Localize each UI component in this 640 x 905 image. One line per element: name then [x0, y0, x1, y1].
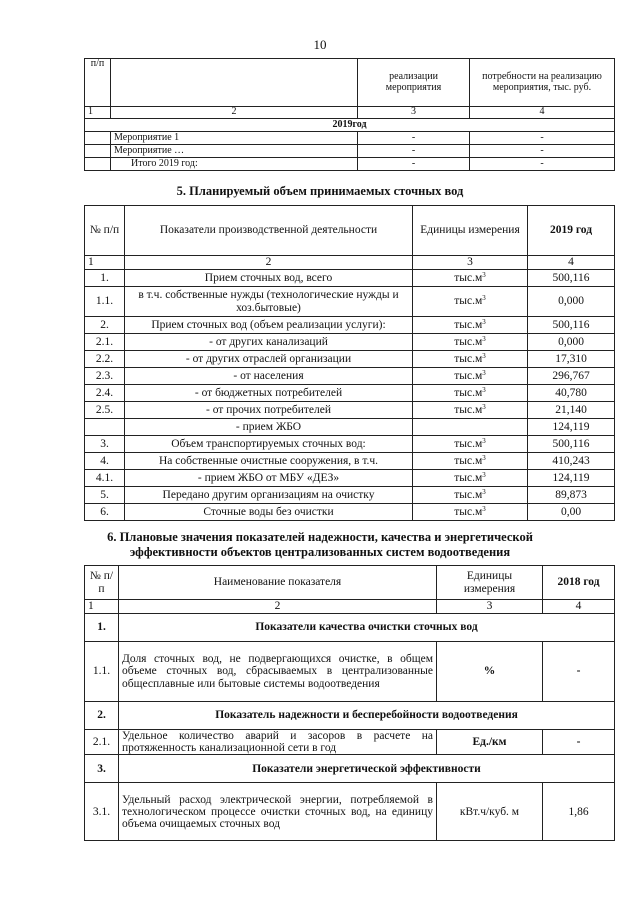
num-cell [85, 132, 111, 145]
table-row [85, 504, 615, 521]
row-num: 5. [85, 487, 125, 504]
measure-c3: - [358, 145, 470, 158]
row-num: 2.4. [85, 385, 125, 402]
header-num: № п/п [85, 566, 119, 600]
row-value: 124,119 [528, 470, 615, 487]
row-num [85, 419, 125, 436]
header-col3: реализации мероприятия [358, 59, 470, 107]
row-value: 40,780 [528, 385, 615, 402]
section5-title: 5. Планируемый объем принимаемых сточных вод [176, 184, 464, 198]
row-indicator: Прием сточных вод (объем реализации услуги): [125, 317, 413, 334]
row-indicator: Удельное количество аварий и засоров в расчете на протяженность канализационной сети в год [119, 730, 437, 755]
unit-text: тыс.м [454, 505, 483, 518]
row-num: 2.5. [85, 402, 125, 419]
measures-table [84, 58, 615, 171]
row-unit: кВт.ч/куб. м [437, 783, 543, 841]
table-row [85, 436, 615, 453]
header-year: 2018 год [543, 566, 615, 600]
row-unit [413, 317, 528, 334]
measure-c3: - [358, 132, 470, 145]
row-indicator: - от других отраслей организации [125, 351, 413, 368]
row-unit [413, 351, 528, 368]
row-unit [413, 368, 528, 385]
section6-rows [85, 614, 615, 841]
index-cell: 4 [543, 600, 615, 614]
row-unit [413, 470, 528, 487]
row-unit: % [437, 642, 543, 702]
num-cell [85, 158, 111, 171]
header-num: п/п [85, 59, 111, 107]
unit-text: тыс.м [454, 271, 483, 284]
row-unit [413, 402, 528, 419]
row-unit [413, 270, 528, 287]
header-col4: потребности на реализацию мероприятия, тыс. руб. [470, 59, 615, 107]
unit-superscript: 3 [482, 436, 486, 445]
measure-c4: - [470, 145, 615, 158]
row-num: 2.1. [85, 730, 119, 755]
wastewater-volume-table [84, 205, 615, 521]
row-num: 2.1. [85, 334, 125, 351]
table-row [85, 385, 615, 402]
unit-text: тыс.м [454, 403, 483, 416]
year-label: 2019год [85, 119, 615, 132]
row-indicator: Доля сточных вод, не подвергающихся очистке, в общем объеме сточных вод, сбрасываемых в централизованные общесплавные или бытовые системы водоотведения [119, 642, 437, 702]
group-title: Показатели качества очистки сточных вод [119, 614, 615, 642]
table-row [85, 158, 615, 171]
unit-text: тыс.м [454, 386, 483, 399]
group-num: 3. [85, 755, 119, 783]
table-row [85, 402, 615, 419]
row-value: - [543, 642, 615, 702]
index-cell: 1 [85, 600, 119, 614]
unit-superscript: 3 [482, 334, 486, 343]
row-unit [413, 419, 528, 436]
row-indicator: - от населения [125, 368, 413, 385]
unit-superscript: 3 [482, 351, 486, 360]
unit-text: тыс.м [454, 352, 483, 365]
row-unit: Ед./км [437, 730, 543, 755]
row-value: - [543, 730, 615, 755]
table-row [85, 642, 615, 702]
row-indicator: - прием ЖБО [125, 419, 413, 436]
row-unit [413, 487, 528, 504]
unit-superscript: 3 [482, 453, 486, 462]
measure-c4: - [470, 132, 615, 145]
unit-superscript: 3 [482, 368, 486, 377]
row-indicator: Сточные воды без очистки [125, 504, 413, 521]
table-row [85, 132, 615, 145]
row-value: 0,000 [528, 287, 615, 317]
row-num: 6. [85, 504, 125, 521]
index-cell: 2 [125, 256, 413, 270]
table-row [85, 145, 615, 158]
header-unit: Единицы измерения [413, 206, 528, 256]
row-num: 1. [85, 270, 125, 287]
row-num: 4.1. [85, 470, 125, 487]
row-value: 0,00 [528, 504, 615, 521]
row-value: 124,119 [528, 419, 615, 436]
index-cell: 4 [470, 107, 615, 119]
group-row [85, 702, 615, 730]
unit-text: тыс.м [454, 369, 483, 382]
index-cell: 1 [85, 107, 111, 119]
row-unit [413, 334, 528, 351]
table-row [85, 368, 615, 385]
index-cell: 4 [528, 256, 615, 270]
unit-text: тыс.м [454, 471, 483, 484]
header-indicator: Наименование показателя [119, 566, 437, 600]
row-value: 1,86 [543, 783, 615, 841]
num-cell [85, 145, 111, 158]
row-num: 2. [85, 317, 125, 334]
table-row [85, 470, 615, 487]
row-indicator: На собственные очистные сооружения, в т.ч. [125, 453, 413, 470]
group-row [85, 614, 615, 642]
header-blank [111, 59, 358, 107]
measure-name: Итого 2019 год: [111, 158, 358, 171]
row-value: 89,873 [528, 487, 615, 504]
table-row [85, 351, 615, 368]
row-indicator: - от бюджетных потребителей [125, 385, 413, 402]
row-unit [413, 453, 528, 470]
header-indicator: Показатели производственной деятельности [125, 206, 413, 256]
table-row [85, 270, 615, 287]
table-row [85, 453, 615, 470]
row-unit [413, 504, 528, 521]
row-num: 2.2. [85, 351, 125, 368]
row-indicator: - прием ЖБО от МБУ «ДЕЗ» [125, 470, 413, 487]
table-row [85, 487, 615, 504]
row-unit [413, 287, 528, 317]
unit-superscript: 3 [482, 470, 486, 479]
row-num: 3. [85, 436, 125, 453]
row-indicator: Прием сточных вод, всего [125, 270, 413, 287]
row-num: 1.1. [85, 287, 125, 317]
year-row [85, 119, 615, 132]
row-indicator: Передано другим организациям на очистку [125, 487, 413, 504]
index-cell: 3 [437, 600, 543, 614]
group-num: 2. [85, 702, 119, 730]
table-row [85, 287, 615, 317]
unit-text: тыс.м [454, 437, 483, 450]
row-unit [413, 385, 528, 402]
measure-c4: - [470, 158, 615, 171]
index-cell: 2 [119, 600, 437, 614]
header-year: 2019 год [528, 206, 615, 256]
unit-text: тыс.м [454, 295, 483, 308]
index-row [85, 107, 615, 119]
measure-c3: - [358, 158, 470, 171]
row-value: 410,243 [528, 453, 615, 470]
unit-superscript: 3 [482, 504, 486, 513]
page-number: 10 [313, 37, 327, 52]
row-value: 500,116 [528, 436, 615, 453]
row-value: 296,767 [528, 368, 615, 385]
index-cell: 3 [358, 107, 470, 119]
row-num: 1.1. [85, 642, 119, 702]
row-indicator: в т.ч. собственные нужды (технологические нужды и хоз.бытовые) [125, 287, 413, 317]
unit-text: тыс.м [454, 454, 483, 467]
group-title: Показатель надежности и бесперебойности водоотведения [119, 702, 615, 730]
index-row [85, 256, 615, 270]
table-header-row [85, 566, 615, 600]
measure-name: Мероприятие … [111, 145, 358, 158]
unit-superscript: 3 [482, 270, 486, 279]
indicators-table [84, 565, 615, 841]
row-value: 21,140 [528, 402, 615, 419]
unit-superscript: 3 [482, 385, 486, 394]
unit-text: тыс.м [454, 318, 483, 331]
header-num: № п/п [85, 206, 125, 256]
index-row [85, 600, 615, 614]
section6-title-line2: эффективности объектов централизованных систем водоотведения [129, 545, 511, 559]
row-unit [413, 436, 528, 453]
row-indicator: - от прочих потребителей [125, 402, 413, 419]
table-header-row [85, 59, 615, 107]
unit-superscript: 3 [482, 487, 486, 496]
row-value: 500,116 [528, 270, 615, 287]
row-indicator: Объем транспортируемых сточных вод: [125, 436, 413, 453]
unit-superscript: 3 [482, 294, 486, 303]
index-cell: 3 [413, 256, 528, 270]
measure-name: Мероприятие 1 [111, 132, 358, 145]
row-value: 500,116 [528, 317, 615, 334]
group-title: Показатели энергетической эффективности [119, 755, 615, 783]
row-value: 0,000 [528, 334, 615, 351]
unit-superscript: 3 [482, 402, 486, 411]
table-row [85, 334, 615, 351]
row-value: 17,310 [528, 351, 615, 368]
row-num: 2.3. [85, 368, 125, 385]
table-row [85, 730, 615, 755]
row-num: 4. [85, 453, 125, 470]
table-row [85, 419, 615, 436]
index-cell: 2 [111, 107, 358, 119]
table-header-row [85, 206, 615, 256]
table-row [85, 783, 615, 841]
unit-superscript: 3 [482, 317, 486, 326]
index-cell: 1 [85, 256, 125, 270]
section6-title-line1: 6. Плановые значения показателей надежности, качества и энергетической [107, 530, 533, 544]
group-num: 1. [85, 614, 119, 642]
row-num: 3.1. [85, 783, 119, 841]
group-row [85, 755, 615, 783]
row-indicator: Удельный расход электрической энергии, потребляемой в технологическом процессе очистки сточных вод, на единицу объема очищаемых сточных вод [119, 783, 437, 841]
unit-text: тыс.м [454, 335, 483, 348]
header-unit: Единицы измерения [437, 566, 543, 600]
unit-text: тыс.м [454, 488, 483, 501]
section5-rows [85, 270, 615, 521]
table-row [85, 317, 615, 334]
row-indicator: - от других канализаций [125, 334, 413, 351]
